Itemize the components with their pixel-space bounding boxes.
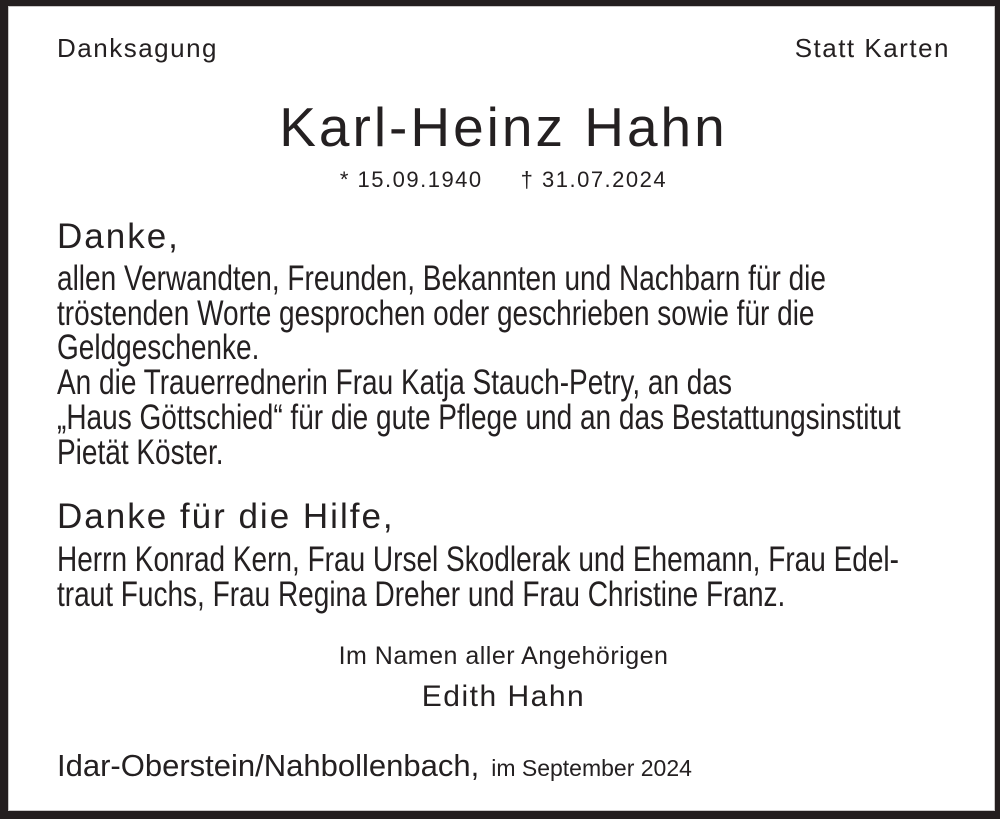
thanks-line-text: allen Verwandten, Freunden, Bekannten und Nachbarn für die: [57, 259, 826, 298]
closing-on-behalf: Im Namen aller Angehörigen: [338, 641, 669, 670]
thanks-line: [57, 259, 950, 298]
death-date: † 31.07.2024: [520, 167, 668, 192]
helpers-paragraph: [57, 540, 950, 614]
thanks-line: [57, 363, 950, 403]
thanks-line: [57, 397, 950, 437]
helpers-line: [57, 574, 950, 614]
helpers-line-text: traut Fuchs, Frau Regina Dreher und Frau Christine Franz.: [57, 574, 786, 614]
thanks-line-text: Geldgeschenke.: [57, 328, 260, 368]
thanks-heading: Danke,: [57, 217, 180, 256]
helpers-line: [57, 540, 950, 580]
deceased-name: Karl-Heinz Hahn: [279, 96, 728, 158]
helpers-heading: Danke für die Hilfe,: [57, 497, 395, 537]
statt-karten-label: Statt Karten: [794, 33, 950, 63]
life-dates: [57, 165, 950, 195]
notice-header: [57, 32, 950, 64]
notice-kind-label: Danksagung: [57, 33, 218, 63]
footer-place: Idar-Oberstein/Nahbollenbach,: [57, 747, 480, 783]
footer-date: im September 2024: [491, 754, 692, 781]
thanks-line: [57, 432, 950, 472]
thanks-line-text: „Haus Göttschied“ für die gute Pflege und an das Bestattungsinstitut: [57, 397, 901, 437]
thanks-line-text: An die Trauerrednerin Frau Katja Stauch-Petry, an das: [57, 363, 732, 403]
helpers-line-text: Herrn Konrad Kern, Frau Ursel Skodlerak und Ehemann, Frau Edel-: [57, 540, 899, 580]
notice-footer: [57, 747, 950, 785]
thanks-paragraph: [57, 259, 950, 472]
signature-name: Edith Hahn: [421, 679, 586, 713]
thanks-line: [57, 328, 950, 368]
birth-date: * 15.09.1940: [339, 167, 483, 192]
thanks-line: [57, 293, 950, 333]
thanks-line-text: Pietät Köster.: [57, 432, 224, 472]
thanks-line-text: tröstenden Worte gesprochen oder geschrieben sowie für die: [57, 293, 815, 333]
